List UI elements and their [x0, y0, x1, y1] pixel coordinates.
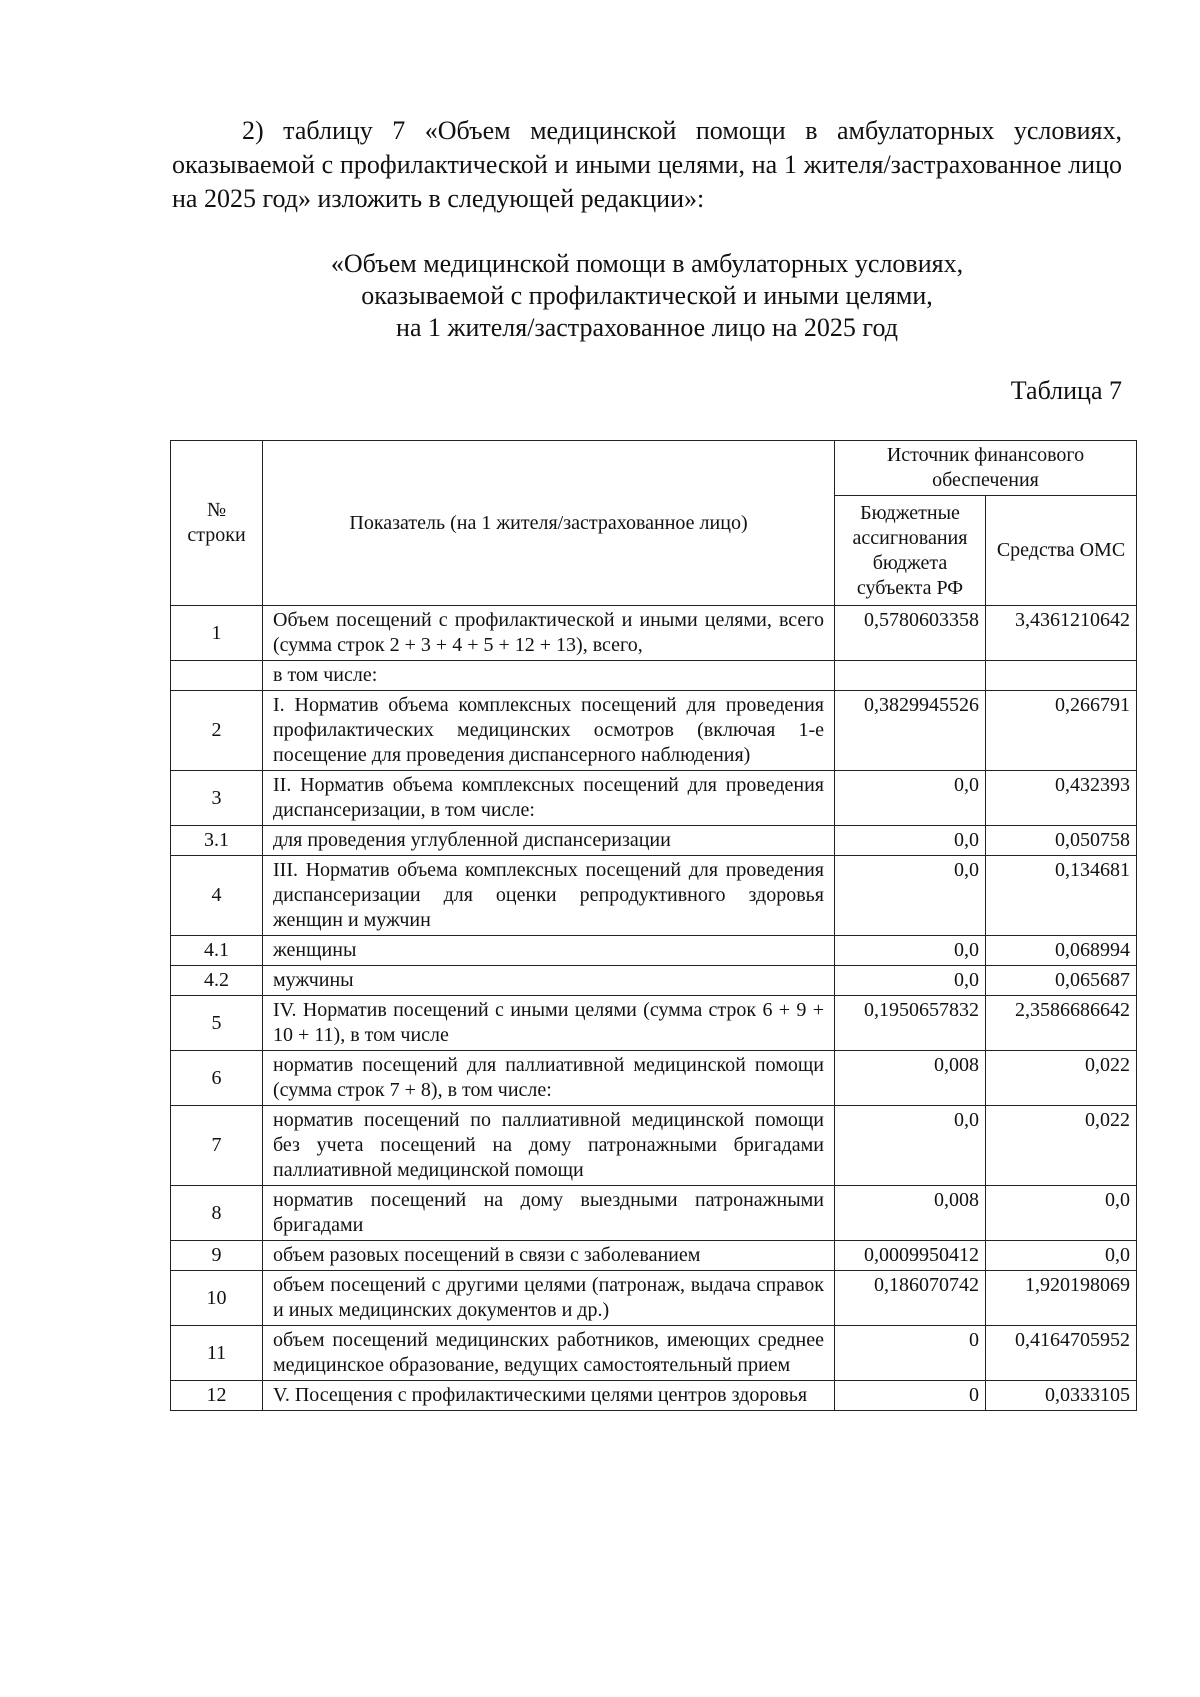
row-number: 11	[171, 1326, 263, 1381]
table-row	[171, 1381, 1137, 1411]
indicator-cell: объем посещений медицинских работников, имеющих среднее медицинское образование, ведущих самостоятельный прием	[263, 1326, 835, 1381]
indicator-cell: III. Норматив объема комплексных посещений для проведения диспансеризации для оценки репродуктивного здоровья женщин и мужчин	[263, 856, 835, 936]
budget-value: 0,0	[835, 856, 986, 936]
budget-value: 0,008	[835, 1186, 986, 1241]
indicator-cell: IV. Норматив посещений с иными целями (сумма строк 6 + 9 + 10 + 11), в том числе	[263, 996, 835, 1051]
indicator-cell: для проведения углубленной диспансеризации	[263, 826, 835, 856]
indicator-cell: объем посещений с другими целями (патронаж, выдача справок и иных медицинских документов и др.)	[263, 1271, 835, 1326]
indicator-cell: норматив посещений по паллиативной медицинской помощи без учета посещений на дому патронажными бригадами паллиативной медицинской помощи	[263, 1106, 835, 1186]
table-row	[171, 826, 1137, 856]
intro-paragraph	[172, 114, 1122, 216]
indicator-cell: женщины	[263, 936, 835, 966]
heading-line-2: оказываемой с профилактической и иными целями,	[361, 281, 933, 310]
table-row	[171, 1241, 1137, 1271]
budget-value: 0,3829945526	[835, 691, 986, 771]
row-number: 10	[171, 1271, 263, 1326]
table-row	[171, 996, 1137, 1051]
table-row	[171, 966, 1137, 996]
oms-value: 0,432393	[986, 771, 1137, 826]
indicator-cell: I. Норматив объема комплексных посещений для проведения профилактических медицинских осмотров (включая 1-е посещение для проведения диспансерного наблюдения)	[263, 691, 835, 771]
table-row	[171, 1326, 1137, 1381]
table-caption: Таблица 7	[1010, 376, 1122, 405]
indicator-cell: мужчины	[263, 966, 835, 996]
indicator-cell: норматив посещений на дому выездными патронажными бригадами	[263, 1186, 835, 1241]
budget-value: 0,0	[835, 826, 986, 856]
oms-value: 1,920198069	[986, 1271, 1137, 1326]
oms-value: 0,022	[986, 1106, 1137, 1186]
table-row	[171, 1106, 1137, 1186]
budget-value: 0	[835, 1326, 986, 1381]
budget-value: 0,186070742	[835, 1271, 986, 1326]
oms-value: 0,0333105	[986, 1381, 1137, 1411]
table-row	[171, 1186, 1137, 1241]
budget-value: 0,0	[835, 966, 986, 996]
oms-value	[986, 661, 1137, 691]
row-number: 2	[171, 691, 263, 771]
oms-value: 0,134681	[986, 856, 1137, 936]
intro-text: 2) таблицу 7 «Объем медицинской помощи в амбулаторных условиях, оказываемой с профилактической и иными целями, на 1 жителя/застрахованное лицо на 2025 год» изложить в следующей редакции»:	[172, 116, 1122, 213]
indicator-cell: V. Посещения с профилактическими целями центров здоровья	[263, 1381, 835, 1411]
table-row	[171, 1051, 1137, 1106]
oms-value: 0,022	[986, 1051, 1137, 1106]
row-number: 1	[171, 606, 263, 661]
indicator-cell: в том числе:	[263, 661, 835, 691]
table-row	[171, 856, 1137, 936]
budget-value: 0,008	[835, 1051, 986, 1106]
row-number: 4.2	[171, 966, 263, 996]
indicator-cell: норматив посещений для паллиативной медицинской помощи (сумма строк 7 + 8), в том числе:	[263, 1051, 835, 1106]
oms-value: 3,4361210642	[986, 606, 1137, 661]
heading-line-3: на 1 жителя/застрахованное лицо на 2025 год	[396, 313, 898, 342]
header-indicator: Показатель (на 1 жителя/застрахованное лицо)	[263, 441, 835, 606]
table-row	[171, 691, 1137, 771]
budget-value: 0,5780603358	[835, 606, 986, 661]
header-budget: Бюджетные ассигнования бюджета субъекта РФ	[835, 496, 986, 606]
budget-value: 0,1950657832	[835, 996, 986, 1051]
row-number: 3.1	[171, 826, 263, 856]
row-number: 4.1	[171, 936, 263, 966]
volume-table	[170, 440, 1137, 1411]
oms-value: 0,0	[986, 1241, 1137, 1271]
oms-value: 0,0	[986, 1186, 1137, 1241]
table-row	[171, 606, 1137, 661]
table-row	[171, 661, 1137, 691]
row-number: 7	[171, 1106, 263, 1186]
header-source: Источник финансового обеспечения	[835, 441, 1137, 496]
oms-value: 2,3586686642	[986, 996, 1137, 1051]
table-row	[171, 1271, 1137, 1326]
budget-value: 0,0009950412	[835, 1241, 986, 1271]
oms-value: 0,4164705952	[986, 1326, 1137, 1381]
budget-value: 0,0	[835, 936, 986, 966]
row-number: 9	[171, 1241, 263, 1271]
budget-value: 0	[835, 1381, 986, 1411]
row-number: 5	[171, 996, 263, 1051]
oms-value: 0,050758	[986, 826, 1137, 856]
oms-value: 0,068994	[986, 936, 1137, 966]
table-row	[171, 936, 1137, 966]
table-heading	[172, 248, 1122, 344]
indicator-cell: Объем посещений с профилактической и иными целями, всего (сумма строк 2 + 3 + 4 + 5 + 12 + 13), всего,	[263, 606, 835, 661]
budget-value	[835, 661, 986, 691]
indicator-cell: объем разовых посещений в связи с заболеванием	[263, 1241, 835, 1271]
row-number: 6	[171, 1051, 263, 1106]
oms-value: 0,266791	[986, 691, 1137, 771]
row-number: 12	[171, 1381, 263, 1411]
row-number: 4	[171, 856, 263, 936]
row-number: 3	[171, 771, 263, 826]
budget-value: 0,0	[835, 771, 986, 826]
header-oms: Средства ОМС	[986, 496, 1137, 606]
row-number	[171, 661, 263, 691]
oms-value: 0,065687	[986, 966, 1137, 996]
table-row	[171, 771, 1137, 826]
row-number: 8	[171, 1186, 263, 1241]
header-row-no: № строки	[171, 441, 263, 606]
heading-line-1: «Объем медицинской помощи в амбулаторных условиях,	[330, 249, 964, 278]
budget-value: 0,0	[835, 1106, 986, 1186]
table-body	[171, 606, 1137, 1411]
indicator-cell: II. Норматив объема комплексных посещений для проведения диспансеризации, в том числе:	[263, 771, 835, 826]
